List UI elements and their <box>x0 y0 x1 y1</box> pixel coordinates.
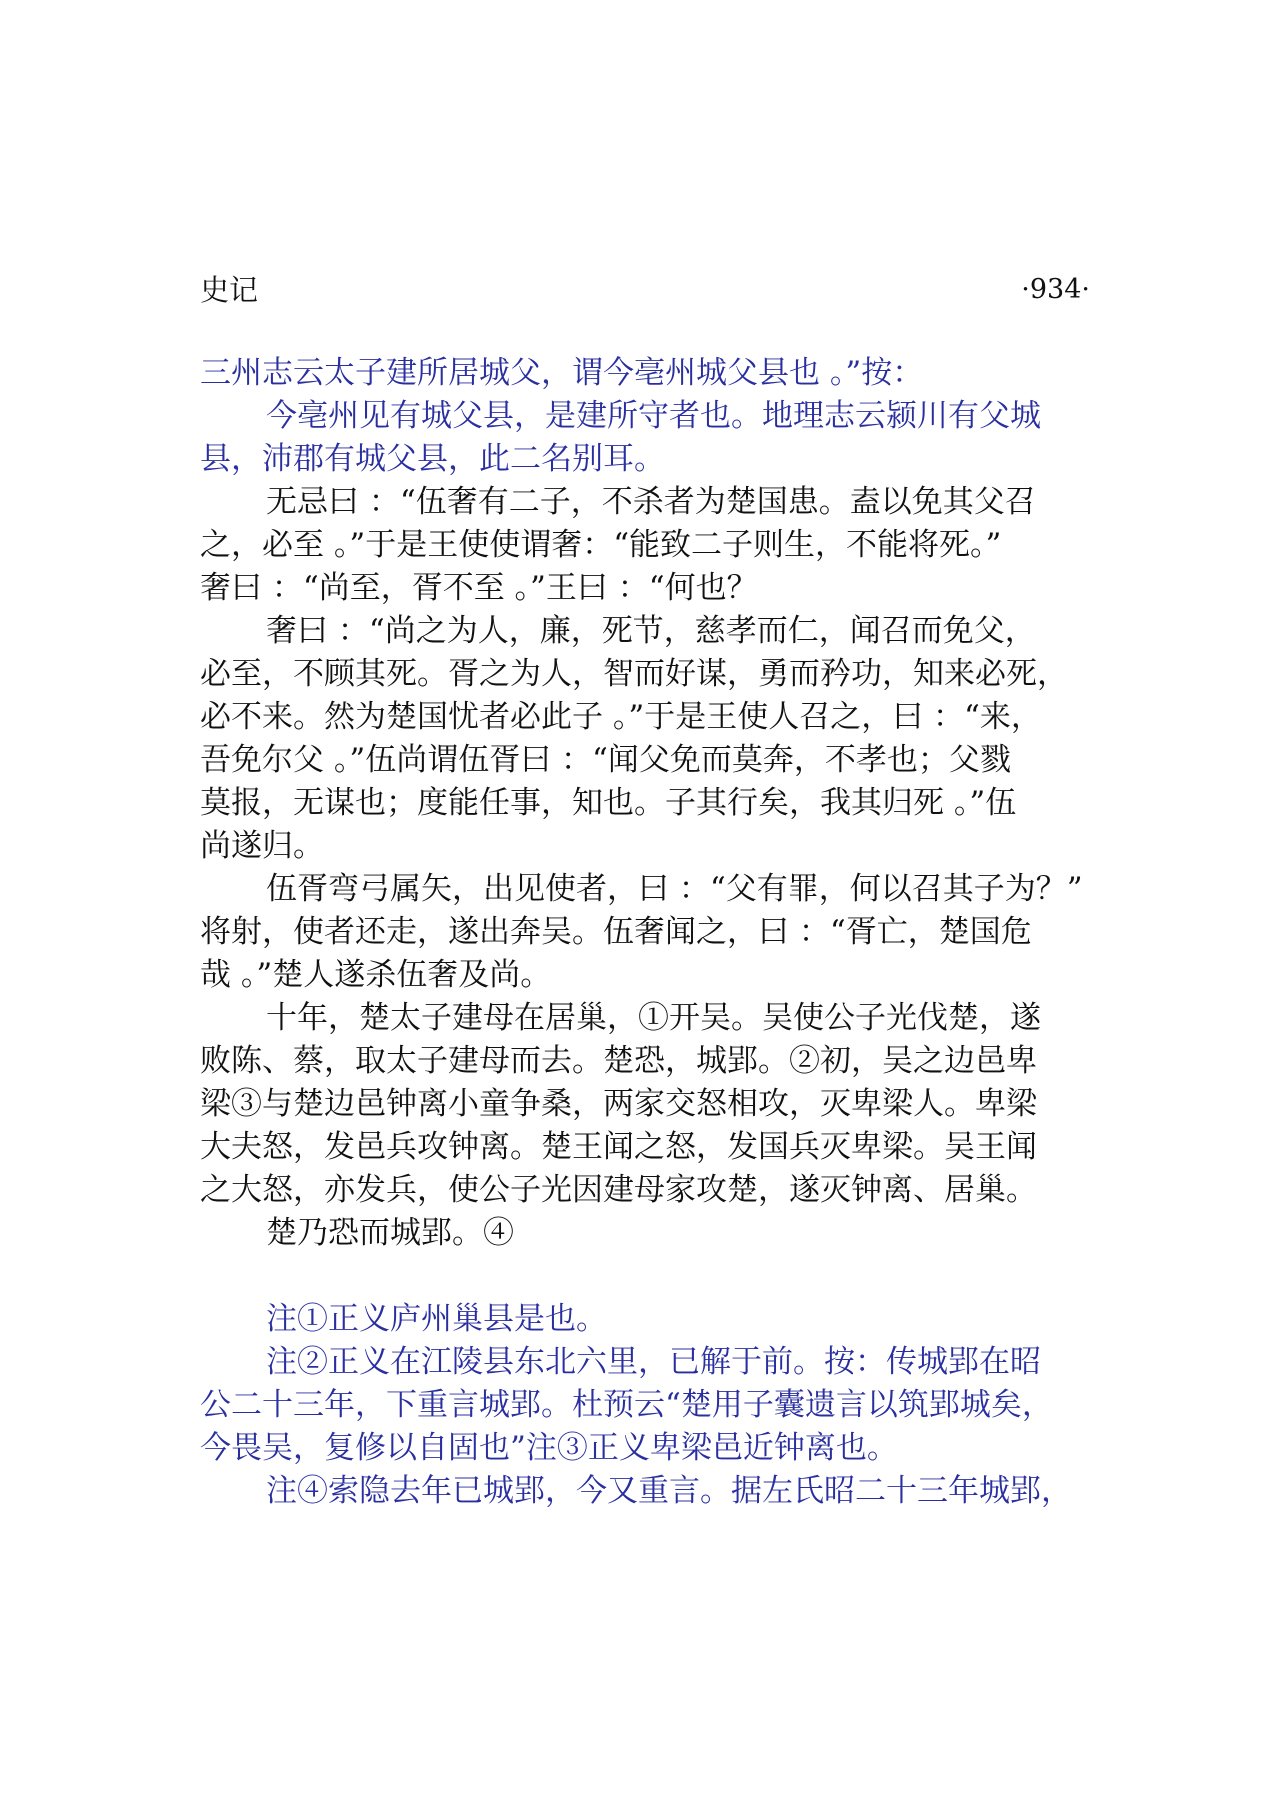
text-line: 尚遂归。 <box>200 828 324 864</box>
footnote-line: 注①正义庐州巢县是也。 <box>266 1301 607 1337</box>
page-number: ·934· <box>1021 274 1090 305</box>
text-line: 奢曰 ：“尚至，胥不至 。”王曰 ：“何也？ <box>200 570 758 606</box>
text-line: 将射，使者还走，遂出奔吴。伍奢闻之，曰 ：“胥亡，楚国危 <box>200 914 1032 950</box>
text-line: 之，必至 。”于是王使使谓奢：“能致二子则生，不能将死。” <box>200 527 1002 563</box>
text-line: 哉 。”楚人遂杀伍奢及尚。 <box>200 957 552 993</box>
footnote-line: 注④索隐去年已城郢，今又重言。据左氏昭二十三年城郢， <box>266 1473 1072 1509</box>
text-line: 莫报，无谋也；度能任事，知也。子其行矣，我其归死 。”伍 <box>200 785 1017 821</box>
text-line: 大夫怒，发邑兵攻钟离。楚王闻之怒，发国兵灭卑梁。吴王闻 <box>200 1129 1037 1165</box>
text-line: 梁③与楚边邑钟离小童争桑，两家交怒相攻，灭卑梁人。卑梁 <box>200 1086 1037 1122</box>
text-line: 必至，不顾其死。胥之为人，智而好谋，勇而矜功，知来必死， <box>200 656 1068 692</box>
section-gap <box>200 1255 1100 1298</box>
text-line: 十年，楚太子建母在居巢，①开吴。吴使公子光伐楚，遂 <box>266 1000 1041 1036</box>
text-line: 必不来。然为楚国忧者必此子 。”于是王使人召之，曰 ：“来， <box>200 699 1042 735</box>
page-header <box>200 268 1090 312</box>
text-line: 吾免尔父 。”伍尚谓伍胥曰 ：“闻父免而莫奔，不孝也；父戮 <box>200 742 1011 778</box>
page-body <box>200 352 1100 1513</box>
book-title: 史记 <box>200 273 259 307</box>
footnote-line: 注②正义在江陵县东北六里，已解于前。按：传城郢在昭 <box>266 1344 1041 1380</box>
text-line: 楚乃恐而城郢。④ <box>266 1215 514 1251</box>
text-line: 之大怒，亦发兵，使公子光因建母家攻楚，遂灭钟离、居巢。 <box>200 1172 1037 1208</box>
commentary-line: 三州志云太子建所居城父，谓今亳州城父县也 。”按： <box>200 355 924 391</box>
text-line: 无忌曰 ：“伍奢有二子，不杀者为楚国患。盍以免其父召 <box>266 484 1036 520</box>
text-line: 奢曰 ：“尚之为人，廉，死节，慈孝而仁，闻召而免父， <box>266 613 1036 649</box>
text-line: 败陈、蔡，取太子建母而去。楚恐，城郢。②初，吴之边邑卑 <box>200 1043 1037 1079</box>
commentary-line: 今亳州见有城父县，是建所守者也。地理志云颍川有父城 <box>266 398 1041 434</box>
text-line: 伍胥弯弓属矢，出见使者，曰 ：“父有罪，何以召其子为？” <box>266 871 1083 907</box>
footnote-line: 今畏吴，复修以自固也”注③正义卑梁邑近钟离也。 <box>200 1430 898 1466</box>
commentary-line: 县，沛郡有城父县，此二名别耳。 <box>200 441 665 477</box>
footnote-line: 公二十三年，下重言城郢。杜预云“楚用子囊遗言以筑郢城矣， <box>200 1387 1053 1423</box>
